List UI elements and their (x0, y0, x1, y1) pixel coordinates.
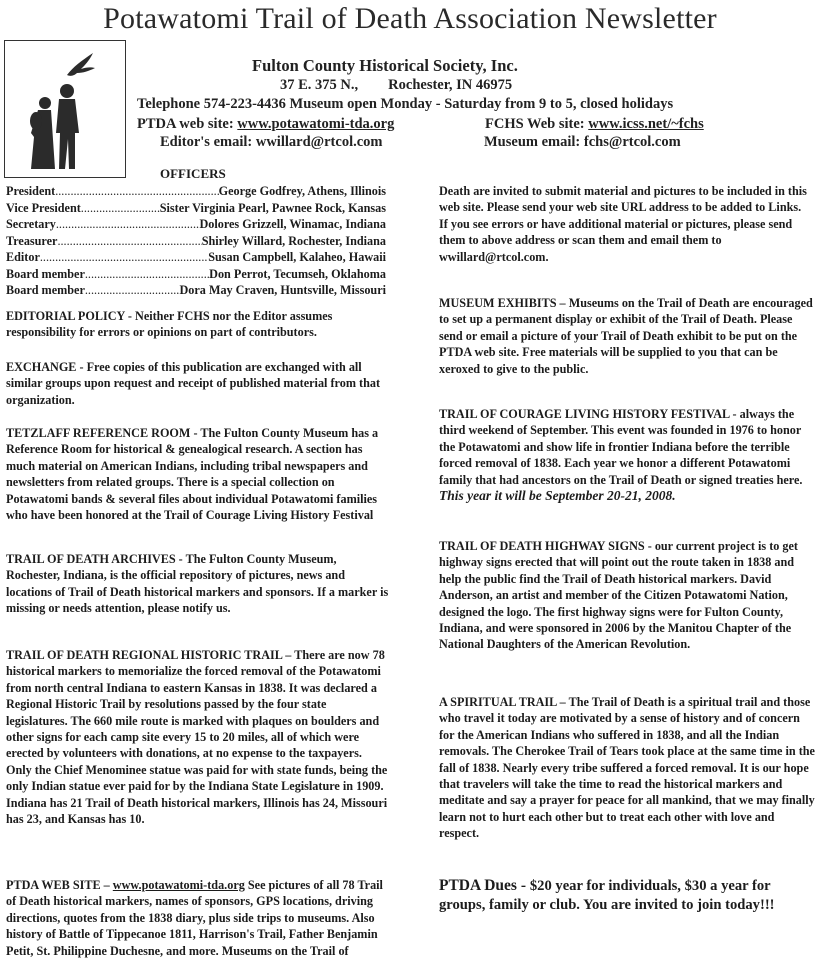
street-address: 37 E. 375 N., (280, 77, 359, 93)
officer-role: Board member (6, 266, 85, 281)
section-body: Free copies of this publication are exchanged with all similar groups upon request and receipt of published material from that organization. (6, 360, 381, 407)
festival-date: This year it will be September 20-21, 2008. (439, 488, 676, 504)
officer-row (6, 266, 386, 283)
city-address: Rochester, IN 46975 (388, 77, 513, 93)
museum-email: Museum email: fchs@rtcol.com (484, 134, 681, 150)
section-head: MUSEUM EXHIBITS – (439, 296, 569, 310)
websites-line (137, 116, 704, 133)
officer-name: Dolores Grizzell, Winamac, Indiana (199, 217, 386, 231)
section-body: $20 year for individuals, $30 a year for groups, family or club. You are invited to join today!!! (439, 878, 775, 913)
exchange-section (6, 359, 390, 408)
society-address (280, 77, 512, 94)
officer-name: Susan Campbell, Kalaheo, Hawaii (208, 250, 386, 264)
section-head: TRAIL OF DEATH ARCHIVES - (6, 552, 186, 566)
officer-row (6, 200, 386, 217)
section-head: TRAIL OF DEATH REGIONAL HISTORIC TRAIL – (6, 648, 295, 662)
section-body: See pictures of all 78 Trail of Death historical markers, names of sponsors, GPS locations, driving directions, quotes from the 1838 diary, plus side trips to museums. Also history of Battle of Tippecanoe 1811, Harrison's Trail, Father Benjamin Petit, St. Philippine Duchesne, and more. Museums on the Trail of (6, 878, 383, 958)
section-body: The Fulton County Museum has a Reference Room for historical & genealogical research. A section has much material on American Indians, including tribal newspapers and newsletters from related groups. There is a special collection on Potawatomi bands & several files about individual Potawatomi families who have been honored at the Trail of Courage Living History Festival (6, 426, 379, 523)
spiritual-trail-section (439, 694, 815, 842)
officer-row (6, 216, 386, 233)
section-head: A SPIRITUAL TRAIL – (439, 695, 569, 709)
section-body: There are now 78 historical markers to memorialize the forced removal of the Potawatomi from north central Indiana to eastern Kansas in 1838. It was declared a Regional Historic Trail by resolutions passed by the four state legislatures. The 660 mile route is marked with plaques on boulders and other signs for each camp site every 15 to 20 miles, all of which were erected by volunteers with donations, at no expense to the taxpayers. Only the Chief Menominee statue was paid for with state funds, being the only Indian statue ever paid for by the Indiana State Legislature in 1909. Indiana has 21 Trail of Death historical markers, Illinois has 24, Missouri has 23, and Kansas has 10. (6, 648, 388, 827)
editorial-policy (6, 308, 390, 341)
section-body: always the third weekend of September. This event was founded in 1976 to honor the Potawatomi and show life in frontier Indiana before the terrible forced removal of 1838. Each year we honor a different Potawatomi family that had ancestors on the Trail of Death or signed treaties here. (439, 407, 803, 487)
section-head: EDITORIAL POLICY - (6, 309, 136, 323)
editor-email: Editor's email: wwillard@rtcol.com (160, 134, 383, 150)
officer-row (6, 249, 386, 266)
section-body: The Trail of Death is a spiritual trail and those who travel it today are motivated by a sense of history and of concern for the American Indians who suffered in 1838, and all the Indian removals. The Cherokee Trail of Tears took place at the same time in the fall of 1838. Nearly every tribe suffered a forced removal. It is our hope that travelers will take the time to read the historical markers and meditate and say a prayer for peace for all mankind, that we may finally learn not to hurt each other but to treat each other with love and respect. (439, 695, 815, 841)
section-body: The Fulton County Museum, Rochester, Indiana, is the official repository of pictures, news and locations of Trail of Death historical markers and sponsors. If a marker is missing or needs attention, please notify us. (6, 552, 389, 616)
officer-name: Dora May Craven, Huntsville, Missouri (179, 283, 386, 297)
officers-heading: OFFICERS (160, 166, 226, 181)
regional-trail-section (6, 647, 390, 827)
officer-name: Shirley Willard, Rochester, Indiana (201, 233, 386, 248)
section-body: If you see errors or have additional material or pictures, please send them to above address or scan them and email them to wwillard@rtcol.com. (439, 216, 793, 264)
newsletter-title: Potawatomi Trail of Death Association Newsletter (103, 2, 717, 35)
museum-exhibits-section (439, 295, 815, 377)
phone-hours-line: Telephone 574-223-4436 Museum open Monday - Saturday from 9 to 5, closed holidays (137, 96, 674, 112)
dues-section (439, 876, 815, 915)
officer-row (6, 183, 386, 200)
fchs-web-link[interactable]: www.icss.net/~fchs (588, 116, 704, 132)
ptda-logo (4, 40, 126, 178)
officer-role: Secretary (6, 217, 56, 231)
officer-role: Board member (6, 283, 85, 297)
section-head: TRAIL OF COURAGE LIVING HISTORY FESTIVAL - (439, 407, 740, 421)
section-body: our current project is to get highway signs erected that will point out the route taken in 1838 and help the public find the Trail of Death historical markers. David Anderson, an artist and member of the Citizen Potawatomi Nation, designed the logo. The first highway signs were for Fulton County, Indiana, and were sponsored in 2006 by the Manitou Chapter of the National Daughters of the American Revolution. (439, 539, 798, 652)
fchs-web-label: FCHS Web site: (485, 116, 589, 132)
officer-row (6, 233, 386, 250)
website-link[interactable]: www.potawatomi-tda.org (112, 878, 245, 892)
section-body: Neither FCHS nor the Editor assumes responsibility for errors or opinions on part of contributors. (6, 309, 333, 340)
officer-row (6, 282, 386, 299)
section-head: PTDA Dues - (439, 877, 530, 894)
logo-figures-icon (5, 41, 125, 177)
section-head: TRAIL OF DEATH HIGHWAY SIGNS - (439, 539, 655, 553)
officer-role: Editor (6, 250, 40, 264)
officer-name: Sister Virginia Pearl, Pawnee Rock, Kansas (159, 200, 386, 215)
emails-line (160, 134, 681, 151)
highway-signs-section (439, 538, 815, 653)
festival-section (439, 406, 815, 504)
fchs-web (485, 116, 704, 133)
ptda-web-link[interactable]: www.potawatomi-tda.org (237, 116, 395, 132)
section-head: TETZLAFF REFERENCE ROOM - (6, 426, 201, 440)
officer-role: Treasurer (6, 233, 58, 248)
officers-list (6, 183, 386, 299)
archives-section (6, 551, 390, 617)
section-head: PTDA WEB SITE – (6, 878, 113, 892)
officer-name: George Godfrey, Athens, Illinois (218, 184, 386, 198)
officer-name: Don Perrot, Tecumseh, Oklahoma (209, 266, 386, 281)
section-body: Death are invited to submit material and pictures to be included in this web site. Please send your web site URL address to be added to Links. (439, 184, 807, 215)
section-body: Museums on the Trail of Death are encouraged to set up a permanent display or exhibit of the Trail of Death. Please send or email a picture of your Trail of Death exhibit to be put on the PTDA web site. Free materials will be supplied to you that can be xeroxed to give to the public. (439, 296, 813, 376)
ptda-web-label: PTDA web site: (137, 116, 238, 132)
website-continued (439, 183, 815, 265)
section-head: EXCHANGE - (6, 360, 87, 374)
society-name: Fulton County Historical Society, Inc. (252, 56, 518, 75)
officer-role: Vice President (6, 200, 81, 215)
tetzlaff-section (6, 425, 390, 523)
website-section (6, 877, 390, 959)
officer-role: President (6, 184, 56, 198)
